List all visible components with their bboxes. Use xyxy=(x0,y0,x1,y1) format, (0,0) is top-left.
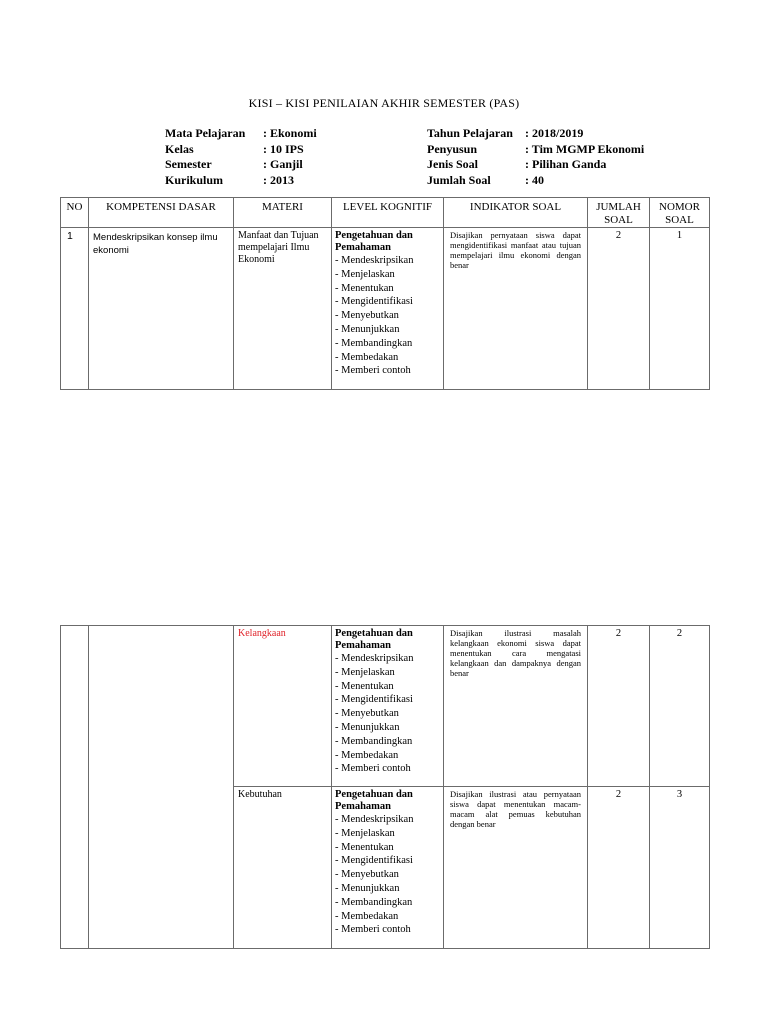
info-mata-pelajaran: Mata Pelajaran : Ekonomi xyxy=(165,126,317,140)
level-item: - Menjelaskan xyxy=(335,827,395,839)
level-item: - Menyebutkan xyxy=(335,708,399,720)
level-item: - Mengidentifikasi xyxy=(335,694,413,706)
level-item: - Membandingkan xyxy=(335,735,413,747)
level-item: - Membandingkan xyxy=(335,896,413,908)
table-header-row xyxy=(61,198,710,228)
level-item: - Mengidentifikasi xyxy=(335,855,413,867)
row-kompetensi-dasar xyxy=(89,626,234,949)
row-level-kognitif xyxy=(332,228,444,390)
info-kelas: Kelas : 10 IPS xyxy=(165,141,304,156)
level-item: - Membedakan xyxy=(335,749,399,761)
level-item: - Menentukan xyxy=(335,841,394,853)
row-materi: Manfaat dan Tujuan mempelajari Ilmu Ekonomi xyxy=(234,228,332,390)
table-row xyxy=(61,228,710,390)
row-no: 1 xyxy=(61,228,89,390)
level-item: - Membedakan xyxy=(335,910,399,922)
kisi-table-page-1 xyxy=(60,197,710,390)
info-tahun-pelajaran: Tahun Pelajaran : 2018/2019 xyxy=(427,126,584,140)
info-left xyxy=(165,126,317,188)
level-item: - Menunjukkan xyxy=(335,882,400,894)
level-heading: Pengetahuan dan Pemahaman xyxy=(335,628,413,651)
header-kompetensi-dasar: KOMPETENSI DASAR xyxy=(89,198,234,228)
level-item: - Menentukan xyxy=(335,282,394,294)
row-indikator-soal: Disajikan ilustrasi atau pernyataan siswa dapat menentukan macam-macam alat pemuas kebutuhan dengan benar xyxy=(444,787,588,949)
level-item: - Menyebutkan xyxy=(335,869,399,881)
row-jumlah-soal: 2 xyxy=(588,787,650,949)
level-item: - Mendeskripsikan xyxy=(335,814,414,825)
level-item: - Memberi contoh xyxy=(335,365,411,377)
row-materi: Kelangkaan xyxy=(234,626,332,787)
info-right xyxy=(427,126,644,188)
row-jumlah-soal: 2 xyxy=(588,228,650,390)
level-item: - Mendeskripsikan xyxy=(335,653,414,664)
header-nomor-soal: NOMOR SOAL xyxy=(650,198,710,228)
level-item: - Memberi contoh xyxy=(335,763,411,775)
table-row xyxy=(61,626,710,787)
level-item: - Menyebutkan xyxy=(335,310,399,322)
row-nomor-soal: 2 xyxy=(650,626,710,787)
kisi-table-page-2 xyxy=(60,625,710,949)
row-indikator-soal: Disajikan ilustrasi masalah kelangkaan ekonomi siswa dapat menentukan cara mengatasi kelangkaan dan dampaknya dengan benar xyxy=(444,626,588,787)
info-semester: Semester : Ganjil xyxy=(165,157,303,171)
document-title: KISI – KISI PENILAIAN AKHIR SEMESTER (PAS) xyxy=(248,96,520,110)
row-nomor-soal: 3 xyxy=(650,787,710,949)
row-jumlah-soal: 2 xyxy=(588,626,650,787)
level-item: - Memberi contoh xyxy=(335,924,411,936)
level-item: - Menjelaskan xyxy=(335,268,395,280)
header-indikator-soal: INDIKATOR SOAL xyxy=(444,198,588,228)
level-item: - Mendeskripsikan xyxy=(335,255,414,266)
level-item: - Membandingkan xyxy=(335,337,413,349)
header-jumlah-soal: JUMLAH SOAL xyxy=(588,198,650,228)
row-indikator-soal: Disajikan pernyataan siswa dapat mengidentifikasi manfaat atau tujuan mempelajari ilmu ekonomi dengan benar xyxy=(444,228,588,390)
header-materi: MATERI xyxy=(234,198,332,228)
level-item: - Menjelaskan xyxy=(335,666,395,678)
level-heading: Pengetahuan dan Pemahaman xyxy=(335,789,413,812)
level-item: - Membedakan xyxy=(335,351,399,363)
level-heading: Pengetahuan dan Pemahaman xyxy=(335,230,413,253)
level-item: - Menunjukkan xyxy=(335,323,400,335)
header-level-kognitif: LEVEL KOGNITIF xyxy=(332,198,444,228)
info-jenis-soal: Jenis Soal : Pilihan Ganda xyxy=(427,157,607,171)
row-nomor-soal: 1 xyxy=(650,228,710,390)
info-kurikulum: Kurikulum : 2013 xyxy=(165,172,294,187)
level-item: - Mengidentifikasi xyxy=(335,296,413,308)
level-item: - Menunjukkan xyxy=(335,721,400,733)
row-level-kognitif xyxy=(332,626,444,787)
header-no: NO xyxy=(61,198,89,228)
info-penyusun: Penyusun : Tim MGMP Ekonomi xyxy=(427,141,645,156)
level-item: - Menentukan xyxy=(335,680,394,692)
row-materi: Kebutuhan xyxy=(234,787,332,949)
info-jumlah-soal: Jumlah Soal : 40 xyxy=(427,172,544,187)
row-kompetensi-dasar: Mendeskripsikan konsep ilmu ekonomi xyxy=(89,228,234,390)
row-level-kognitif xyxy=(332,787,444,949)
row-no xyxy=(61,626,89,949)
